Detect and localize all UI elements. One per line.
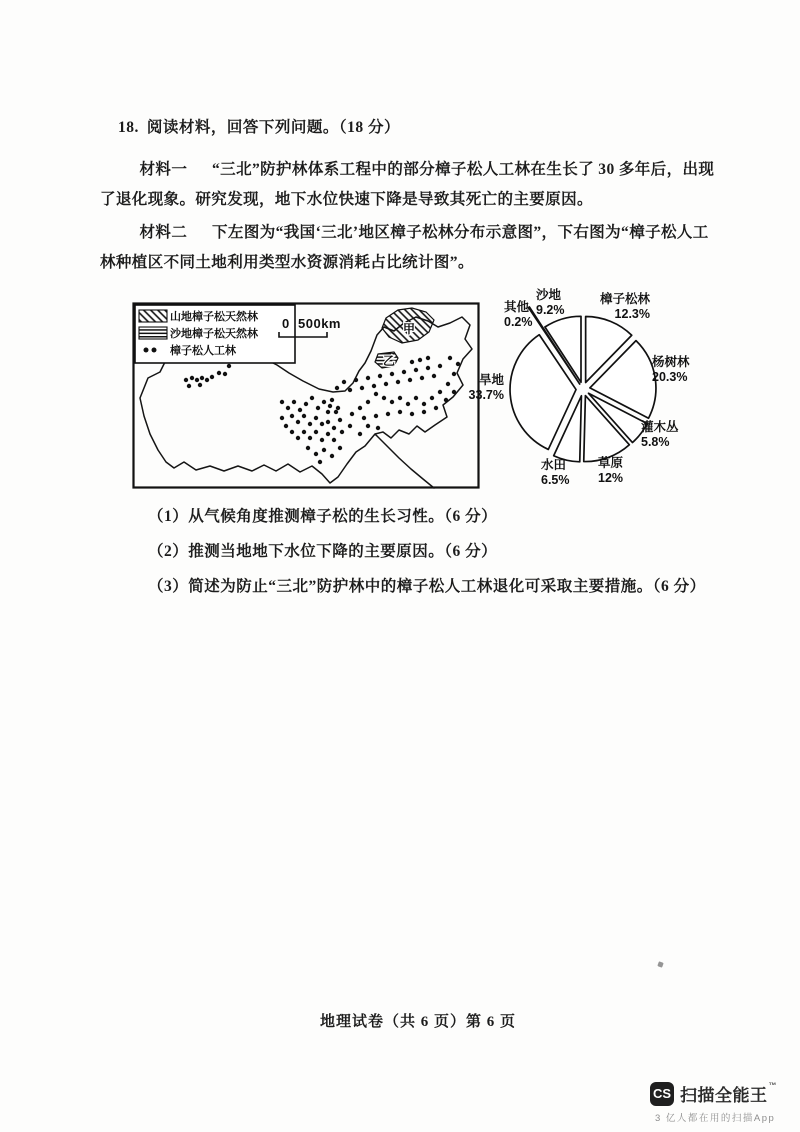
pie-label-sandy-land: 沙地 9.2% [536, 288, 565, 317]
plantation-dot [374, 414, 378, 418]
plantation-dot [227, 364, 231, 368]
plantation-dot [410, 412, 414, 416]
plantation-dot [302, 430, 306, 434]
plantation-dot [308, 436, 312, 440]
plantation-dot [326, 410, 330, 414]
plantation-dot [296, 420, 300, 424]
plantation-dot [432, 374, 436, 378]
scale-distance: 500km [298, 316, 341, 331]
plantation-dot [292, 400, 296, 404]
plantation-dot [372, 384, 376, 388]
camscanner-logo-icon: CS [650, 1082, 674, 1106]
plantation-dot [320, 422, 324, 426]
sub-question-1: （1）从气候角度推测樟子松的生长习性。（6 分） [148, 508, 498, 525]
plantation-dot [322, 400, 326, 404]
plantation-dot [314, 430, 318, 434]
plantation-dot [217, 371, 221, 375]
pie-slices [510, 307, 656, 462]
plantation-dot [358, 406, 362, 410]
plantation-dot [306, 446, 310, 450]
plantation-dot [326, 432, 330, 436]
plantation-dot [290, 430, 294, 434]
pie-label-paddy-field: 水田 6.5% [541, 458, 570, 487]
plantation-dot [310, 396, 314, 400]
plantation-dot [308, 422, 312, 426]
plantation-dot [366, 424, 370, 428]
plantation-dot [418, 358, 422, 362]
plantation-dot [326, 420, 330, 424]
plantation-dot [360, 386, 364, 390]
distribution-map [132, 302, 480, 489]
plantation-dot [198, 383, 202, 387]
area-label-yi: 乙 [383, 354, 396, 368]
trademark-symbol: ™ [768, 1081, 777, 1090]
plantation-dot [426, 366, 430, 370]
watermark-brand-text: 扫描全能王 [680, 1086, 768, 1105]
plantation-dot [348, 388, 352, 392]
plantation-dot [195, 378, 199, 382]
plantation-dot [420, 376, 424, 380]
plantation-dot [366, 400, 370, 404]
scan-artifact-speck [657, 961, 663, 967]
plantation-dot [328, 404, 332, 408]
sub-question-2: （2）推测当地地下水位下降的主要原因。（6 分） [148, 543, 498, 560]
plantation-dot [396, 380, 400, 384]
plantation-dot [296, 436, 300, 440]
plantation-dot [320, 438, 324, 442]
scanner-watermark [650, 1081, 792, 1124]
material-2-text: 下左图为“我国‘三北’地区樟子松林分布示意图”，下右图为“樟子松人工林种植区不同土地利用类型水资源消耗占比统计图”。 [100, 224, 709, 271]
plantation-dot [316, 406, 320, 410]
plantation-dot [376, 426, 380, 430]
plantation-dot [422, 410, 426, 414]
plantation-dot [284, 424, 288, 428]
plantation-dot [378, 374, 382, 378]
plantation-dot [286, 406, 290, 410]
plantation-dot [350, 412, 354, 416]
plantation-dot [338, 446, 342, 450]
plantation-dot [426, 356, 430, 360]
scale-zero: 0 [282, 316, 290, 331]
plantation-dot [205, 378, 209, 382]
question-number: 18. [118, 119, 139, 136]
area-label-jia: 甲 [403, 322, 416, 336]
plantation-dot [362, 416, 366, 420]
pie-label-pinus-forest: 樟子松林 12.3% [599, 292, 650, 321]
plantation-dot [410, 360, 414, 364]
material-1-text: “三北”防护林体系工程中的部分樟子松人工林在生长了 30 多年后，出现了退化现象。研究发现，地下水位快速下降是导致其死亡的主要原因。 [100, 161, 715, 208]
plantation-dot [190, 376, 194, 380]
plantation-dot [386, 412, 390, 416]
watermark-subtitle: 3 亿人都在用的扫描App [655, 1113, 776, 1124]
plantation-dot [390, 400, 394, 404]
plantation-dot [330, 398, 334, 402]
plantation-dot [348, 424, 352, 428]
plantation-dot [290, 414, 294, 418]
legend-label-sandy: 沙地樟子松天然林 [170, 328, 258, 340]
plantation-dot [304, 402, 308, 406]
plantation-dot [334, 410, 338, 414]
watermark-brand [680, 1081, 777, 1106]
plantation-dot [384, 382, 388, 386]
legend-label-mountain: 山地樟子松天然林 [170, 311, 258, 323]
plantation-dot [338, 418, 342, 422]
plantation-dot [382, 396, 386, 400]
figure-block [0, 0, 800, 520]
plantation-dot [280, 416, 284, 420]
plantation-dot [422, 402, 426, 406]
sub-question-3: （3）简述为防止“三北”防护林中的樟子松人工林退化可采取主要措施。（6 分） [148, 578, 706, 595]
legend-label-plantation: 樟子松人工林 [170, 345, 236, 357]
plantation-dot [223, 372, 227, 376]
plantation-dot [430, 396, 434, 400]
plantation-dot [318, 460, 322, 464]
plantation-dot [402, 370, 406, 374]
plantation-dot [414, 396, 418, 400]
plantation-dot [446, 382, 450, 386]
plantation-dot [335, 386, 339, 390]
plantation-dot [398, 396, 402, 400]
legend-dot-2 [152, 348, 157, 353]
pie-label-other: 其他 0.2% [504, 300, 533, 329]
plantation-dot [448, 356, 452, 360]
plantation-dot [314, 452, 318, 456]
page-footer: 地理试卷（共 6 页）第 6 页 [319, 1014, 516, 1030]
material-1-label: 材料一 [139, 161, 188, 178]
plantation-dot [456, 362, 460, 366]
plantation-dot [366, 376, 370, 380]
plantation-dot [336, 406, 340, 410]
plantation-dot [298, 408, 302, 412]
plantation-dot [398, 410, 402, 414]
material-2-label: 材料二 [139, 224, 188, 241]
map-legend [135, 305, 295, 363]
plantation-dot [414, 368, 418, 372]
pie-label-shrub: 灌木丛 5.8% [641, 420, 679, 449]
plantation-dot [302, 414, 306, 418]
plantation-dot [452, 372, 456, 376]
plantation-dot [354, 378, 358, 382]
plantation-dot [187, 384, 191, 388]
plantation-dot [330, 454, 334, 458]
legend-swatch-mountain [139, 310, 167, 322]
question-intro: 阅读材料，回答下列问题。（18 分） [146, 119, 401, 136]
plantation-dot [444, 398, 448, 402]
plantation-dot [340, 430, 344, 434]
pie-label-dry-land: 旱地 33.7% [468, 373, 504, 402]
plantation-dot [200, 376, 204, 380]
pie-label-grassland: 草原 12% [598, 456, 624, 485]
plantation-dot [280, 400, 284, 404]
legend-dot-1 [144, 348, 149, 353]
plantation-dot [210, 375, 214, 379]
plantation-dot [314, 416, 318, 420]
plantation-dot [438, 364, 442, 368]
plantation-dot [184, 378, 188, 382]
plantation-dot [322, 448, 326, 452]
plantation-dot [342, 380, 346, 384]
plantation-dot [332, 426, 336, 430]
plantation-dots [184, 356, 460, 464]
plantation-dot [374, 392, 378, 396]
plantation-dot [438, 390, 442, 394]
plantation-dot [358, 432, 362, 436]
plantation-dot [406, 402, 410, 406]
legend-swatch-sandy [139, 327, 167, 339]
plantation-dot [390, 372, 394, 376]
plantation-dot [434, 406, 438, 410]
plantation-dot [408, 378, 412, 382]
sub-questions [148, 506, 748, 611]
pie-label-poplar-forest: 杨树林 20.3% [652, 355, 690, 384]
plantation-dot [332, 438, 336, 442]
watermark-row [650, 1081, 792, 1106]
plantation-dot [452, 390, 456, 394]
